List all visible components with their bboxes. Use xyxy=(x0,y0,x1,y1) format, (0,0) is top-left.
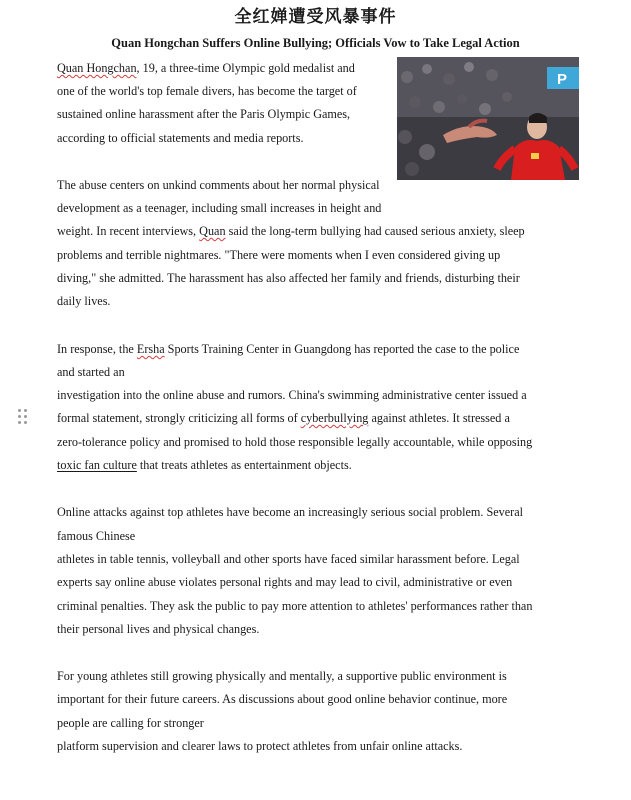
p5-line-3: people are calling for stronger xyxy=(57,716,204,730)
p4-line-2: famous Chinese xyxy=(57,529,136,543)
p3-line-4: formal statement, strongly criticizing all forms of cyberbullying against athletes. It stressed a xyxy=(57,411,510,425)
p3-line-3: investigation into the online abuse and rumors. China's swimming administrative center issued a xyxy=(57,388,527,402)
p1-line-4: according to official statements and media reports. xyxy=(57,131,304,145)
p5-line-1: For young athletes still growing physically and mentally, a supportive public environment is xyxy=(57,669,507,683)
p3-line-2: and started an xyxy=(57,365,125,379)
cn-title: 全红婵遭受风暴事件 xyxy=(234,7,397,27)
drag-handle-icon[interactable] xyxy=(18,409,28,425)
p1-line-1: Quan Hongchan, 19, a three-time Olympic gold medalist and xyxy=(57,61,355,75)
p4-line-6: their personal lives and physical changes. xyxy=(57,622,260,636)
p3-line-6: toxic fan culture that treats athletes as entertainment objects. xyxy=(57,458,352,472)
p1-line-2: one of the world's top female divers, has become the target of xyxy=(57,84,357,98)
p2-line-3: weight. In recent interviews, Quan said the long-term bullying had caused serious anxiety, sleep xyxy=(57,224,525,238)
name-quan-hongchan: Quan Hongchan xyxy=(57,61,137,75)
diver-photo-illustration xyxy=(397,57,579,180)
p2-line-6: daily lives. xyxy=(57,294,111,308)
term-toxic-fan-culture: toxic fan culture xyxy=(57,458,137,472)
p1-line-3: sustained online harassment after the Paris Olympic Games, xyxy=(57,107,351,121)
p4-line-4: experts say online abuse violates personal rights and may lead to civil, administrative or even xyxy=(57,575,513,589)
p5-line-4: platform supervision and clearer laws to protect athletes from unfair online attacks. xyxy=(57,739,463,753)
p3-line-1: In response, the Ersha Sports Training Center in Guangdong has reported the case to the police xyxy=(57,342,520,356)
p2-line-2: development as a teenager, including small increases in height and xyxy=(57,201,382,215)
sign-text: P xyxy=(557,71,568,88)
name-quan: Quan xyxy=(199,224,226,238)
p2-line-4: problems and terrible nightmares. "There were moments when I even considered giving up xyxy=(57,248,501,262)
p2-line-5: diving," she admitted. The harassment has also affected her family and friends, disturbing their xyxy=(57,271,520,285)
term-cyberbullying: cyberbullying xyxy=(300,411,369,425)
p4-line-5: criminal penalties. They ask the public to pay more attention to athletes' performances rather than xyxy=(57,599,533,613)
p4-line-1: Online attacks against top athletes have become an increasingly serious social problem. Several xyxy=(57,505,524,519)
p3-line-5: zero-tolerance policy and promised to hold those responsible legally accountable, while opposing xyxy=(57,435,533,449)
p4-line-3: athletes in table tennis, volleyball and other sports have faced similar harassment before. Legal xyxy=(57,552,520,566)
p5-line-2: important for their future careers. As discussions about good online behavior continue, more xyxy=(57,692,508,706)
en-title: Quan Hongchan Suffers Online Bullying; Officials Vow to Take Legal Action xyxy=(111,36,520,50)
name-ersha: Ersha xyxy=(136,342,165,356)
p2-line-1: The abuse centers on unkind comments about her normal physical xyxy=(57,178,380,192)
article-photo xyxy=(397,57,579,180)
